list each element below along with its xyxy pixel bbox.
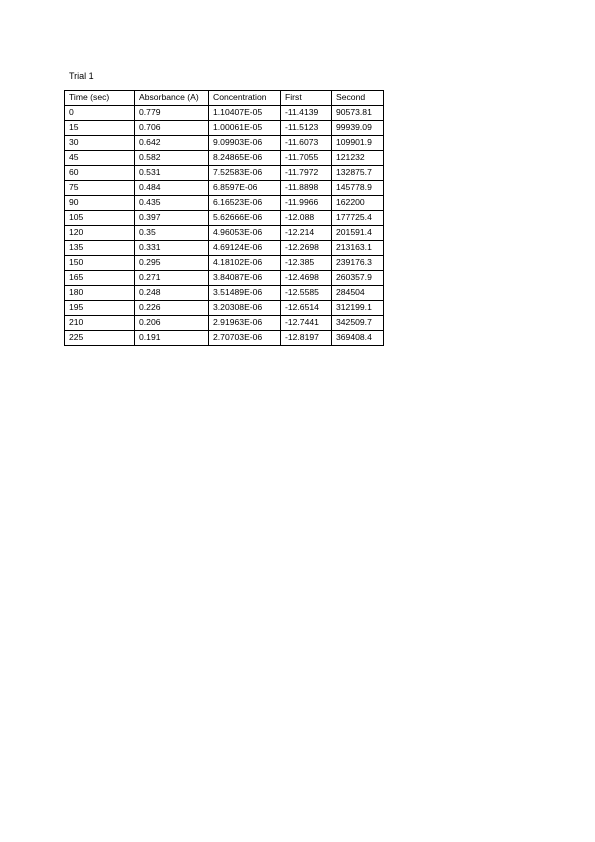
cell-absorbance: 0.226 <box>135 301 209 316</box>
cell-absorbance: 0.206 <box>135 316 209 331</box>
cell-concentration: 1.00061E-05 <box>209 121 281 136</box>
table-row <box>65 136 384 151</box>
table-row <box>65 286 384 301</box>
cell-first: -11.9966 <box>281 196 332 211</box>
table-row <box>65 271 384 286</box>
cell-first: -11.4139 <box>281 106 332 121</box>
cell-absorbance: 0.779 <box>135 106 209 121</box>
table-row <box>65 211 384 226</box>
table-row <box>65 316 384 331</box>
header-concentration: Concentration <box>209 91 281 106</box>
header-time: Time (sec) <box>65 91 135 106</box>
table-row <box>65 151 384 166</box>
cell-concentration: 4.96053E-06 <box>209 226 281 241</box>
cell-absorbance: 0.35 <box>135 226 209 241</box>
cell-time: 120 <box>65 226 135 241</box>
cell-first: -12.088 <box>281 211 332 226</box>
table-caption: Trial 1 <box>69 71 94 81</box>
cell-concentration: 9.09903E-06 <box>209 136 281 151</box>
cell-first: -12.7441 <box>281 316 332 331</box>
cell-time: 60 <box>65 166 135 181</box>
header-first: First <box>281 91 332 106</box>
cell-concentration: 6.8597E-06 <box>209 181 281 196</box>
cell-first: -11.8898 <box>281 181 332 196</box>
cell-absorbance: 0.271 <box>135 271 209 286</box>
cell-concentration: 3.51489E-06 <box>209 286 281 301</box>
cell-second: 369408.4 <box>332 331 384 346</box>
header-second: Second <box>332 91 384 106</box>
cell-time: 15 <box>65 121 135 136</box>
cell-first: -11.5123 <box>281 121 332 136</box>
cell-absorbance: 0.642 <box>135 136 209 151</box>
cell-first: -12.214 <box>281 226 332 241</box>
cell-first: -12.8197 <box>281 331 332 346</box>
cell-concentration: 3.20308E-06 <box>209 301 281 316</box>
cell-absorbance: 0.435 <box>135 196 209 211</box>
cell-second: 284504 <box>332 286 384 301</box>
cell-first: -12.5585 <box>281 286 332 301</box>
cell-second: 109901.9 <box>332 136 384 151</box>
cell-second: 312199.1 <box>332 301 384 316</box>
cell-absorbance: 0.397 <box>135 211 209 226</box>
cell-first: -12.2698 <box>281 241 332 256</box>
cell-second: 342509.7 <box>332 316 384 331</box>
cell-absorbance: 0.331 <box>135 241 209 256</box>
table-header-row <box>65 91 384 106</box>
cell-concentration: 5.62666E-06 <box>209 211 281 226</box>
cell-concentration: 3.84087E-06 <box>209 271 281 286</box>
cell-second: 99939.09 <box>332 121 384 136</box>
cell-absorbance: 0.295 <box>135 256 209 271</box>
table-row <box>65 226 384 241</box>
cell-concentration: 6.16523E-06 <box>209 196 281 211</box>
cell-concentration: 2.70703E-06 <box>209 331 281 346</box>
cell-time: 75 <box>65 181 135 196</box>
table-row <box>65 331 384 346</box>
table-row <box>65 121 384 136</box>
cell-time: 30 <box>65 136 135 151</box>
cell-time: 135 <box>65 241 135 256</box>
cell-second: 201591.4 <box>332 226 384 241</box>
cell-second: 239176.3 <box>332 256 384 271</box>
cell-first: -11.7055 <box>281 151 332 166</box>
cell-first: -11.7972 <box>281 166 332 181</box>
cell-second: 177725.4 <box>332 211 384 226</box>
cell-concentration: 4.18102E-06 <box>209 256 281 271</box>
cell-time: 180 <box>65 286 135 301</box>
table-row <box>65 241 384 256</box>
table-row <box>65 256 384 271</box>
cell-time: 165 <box>65 271 135 286</box>
table-row <box>65 196 384 211</box>
cell-absorbance: 0.191 <box>135 331 209 346</box>
table-row <box>65 106 384 121</box>
cell-time: 0 <box>65 106 135 121</box>
cell-time: 105 <box>65 211 135 226</box>
cell-time: 225 <box>65 331 135 346</box>
cell-absorbance: 0.582 <box>135 151 209 166</box>
header-absorbance: Absorbance (A) <box>135 91 209 106</box>
cell-time: 210 <box>65 316 135 331</box>
cell-second: 162200 <box>332 196 384 211</box>
cell-time: 45 <box>65 151 135 166</box>
cell-time: 195 <box>65 301 135 316</box>
cell-concentration: 8.24865E-06 <box>209 151 281 166</box>
table-row <box>65 181 384 196</box>
cell-time: 90 <box>65 196 135 211</box>
table-body <box>65 106 384 346</box>
cell-absorbance: 0.531 <box>135 166 209 181</box>
cell-second: 121232 <box>332 151 384 166</box>
cell-first: -11.6073 <box>281 136 332 151</box>
cell-second: 145778.9 <box>332 181 384 196</box>
cell-first: -12.385 <box>281 256 332 271</box>
cell-absorbance: 0.484 <box>135 181 209 196</box>
cell-concentration: 4.69124E-06 <box>209 241 281 256</box>
table-row <box>65 166 384 181</box>
cell-second: 90573.81 <box>332 106 384 121</box>
cell-first: -12.4698 <box>281 271 332 286</box>
cell-absorbance: 0.706 <box>135 121 209 136</box>
cell-second: 213163.1 <box>332 241 384 256</box>
cell-concentration: 1.10407E-05 <box>209 106 281 121</box>
cell-absorbance: 0.248 <box>135 286 209 301</box>
cell-second: 260357.9 <box>332 271 384 286</box>
cell-concentration: 7.52583E-06 <box>209 166 281 181</box>
cell-first: -12.6514 <box>281 301 332 316</box>
cell-second: 132875.7 <box>332 166 384 181</box>
cell-time: 150 <box>65 256 135 271</box>
data-table <box>64 90 384 346</box>
table-row <box>65 301 384 316</box>
cell-concentration: 2.91963E-06 <box>209 316 281 331</box>
